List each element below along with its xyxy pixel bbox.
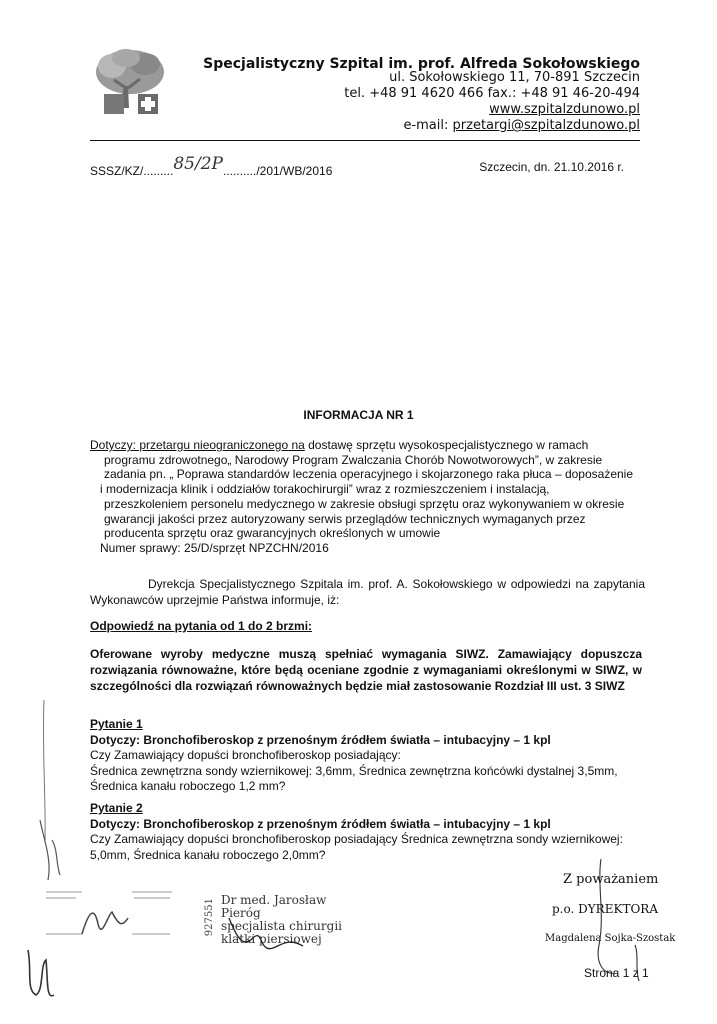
- reference-dots: .........: [143, 164, 174, 178]
- doctor-signature: [223, 898, 343, 958]
- signatory-role: p.o. DYREKTORA: [552, 902, 658, 916]
- closing-greeting: Z poważaniem: [563, 872, 659, 887]
- reference-dots: ..........: [222, 164, 257, 178]
- subject-text: dostawę sprzętu wysokospecjalistycznego w ramach: [304, 438, 589, 452]
- page-number: Strona 1 z 1: [584, 966, 649, 980]
- answer-body: Oferowane wyroby medyczne muszą spełniać wymagania SIWZ. Zamawiający dopuszcza rozwiązania równoważne, które będą oceniane zgodnie z wymaganiami określonymi w SIWZ, w szczególności dla rozwiązań równoważnych będzie miał zastosowanie Rozdział III ust. 3 SIWZ: [90, 647, 642, 693]
- question-heading: Pytanie 1: [90, 717, 143, 731]
- header-divider: [90, 140, 640, 141]
- subject-block: [90, 438, 650, 556]
- question-text: Średnica zewnętrzna sondy wziernikowej: 3,6mm, Średnica zewnętrzna końcówki dystalnej 3,5mm,: [90, 763, 618, 778]
- stamp-specialty-detail: klatki piersiowej: [221, 932, 322, 946]
- reference-number: [90, 154, 333, 180]
- reference-prefix: SSSZ/KZ/: [90, 164, 144, 178]
- reference-handwritten: 85/2P: [173, 154, 223, 174]
- case-number: Numer sprawy: 25/D/sprzęt NPZCHN/2016: [100, 540, 329, 555]
- subject-text: programu zdrowotnego„ Narodowy Program Zwalczania Chorób Nowotworowych”, w zakresie: [104, 452, 603, 467]
- question-block: [90, 801, 650, 863]
- hospital-phone: tel. +48 91 4620 466 fax.: +48 91 46-20-494: [344, 86, 640, 101]
- tree-cross-icon: [90, 46, 174, 118]
- stamp-specialty: specjalista chirurgii: [221, 919, 343, 933]
- hospital-website-link[interactable]: www.szpitalzdunowo.pl: [489, 102, 640, 117]
- subject-text: producenta sprzętu oraz gwarancyjnych określonych w umowie: [104, 526, 441, 541]
- subject-line: [90, 438, 650, 453]
- hospital-address: ul. Sokołowskiego 11, 70-891 Szczecin: [389, 70, 640, 85]
- question-text: 5,0mm, Średnica kanału roboczego 2,0mm?: [90, 847, 326, 862]
- subject-label: Dotyczy: przetargu nieograniczonego na: [90, 438, 305, 452]
- hospital-name: Specjalistyczny Szpital im. prof. Alfreda Sokołowskiego: [203, 56, 640, 72]
- email-prefix: e-mail:: [403, 118, 449, 133]
- stamp-id: 927551: [204, 898, 215, 937]
- stamp-name: Dr med. Jarosław Pieróg: [221, 893, 327, 920]
- question-text: Czy Zamawiający dopuści bronchofiberoskop posiadający:: [90, 748, 401, 762]
- question-subject: Dotyczy: Bronchofiberoskop z przenośnym źródłem światła – intubacyjny – 1 kpl: [90, 816, 551, 831]
- hospital-logo: [90, 46, 174, 118]
- question-text: Średnica kanału roboczego 1,2 mm?: [90, 779, 286, 793]
- question-subject: Dotyczy: Bronchofiberoskop z przenośnym źródłem światła – intubacyjny – 1 kpl: [90, 732, 551, 747]
- answer-heading: Odpowiedź na pytania od 1 do 2 brzmi:: [90, 619, 313, 633]
- question-heading: Pytanie 2: [90, 801, 143, 815]
- subject-text: przeszkoleniem personelu medycznego w zakresie obsługi sprzętu oraz wykonywaniem w okresie: [104, 496, 625, 511]
- intro-paragraph: Dyrekcja Specjalistycznego Szpitala im. prof. A. Sokołowskiego w odpowiedzi na zapytania Wykonawców uprzejmie Państwa informuje, iż:: [90, 577, 645, 607]
- hospital-email-link[interactable]: przetargi@szpitalzdunowo.pl: [452, 118, 640, 133]
- document-date: Szczecin, dn. 21.10.2016 r.: [479, 160, 624, 174]
- margin-initials-signature: [22, 690, 82, 1010]
- doctor-stamp: [203, 894, 363, 962]
- faded-stamp-graphic: [42, 884, 177, 944]
- document-title: INFORMACJA NR 1: [303, 408, 414, 422]
- signatory-name: Magdalena Sojka-Szostak: [545, 933, 676, 944]
- subject-text: i modernizacja klinik i oddziałów torakochirurgii” wraz z rozmieszczeniem i instalacją,: [100, 482, 550, 497]
- question-block: [90, 717, 650, 795]
- subject-text: gwarancji jakości przez autoryzowany serwis przeglądów technicznych wymaganych przez: [104, 511, 586, 526]
- hospital-email-line: [403, 118, 640, 135]
- reference-suffix: /201/WB/2016: [256, 164, 333, 178]
- faded-stamp: [42, 884, 177, 944]
- subject-text: zadania pn. „ Poprawa standardów leczenia operacyjnego i skojarzonego raka płuca – doposażenie: [104, 467, 634, 482]
- question-text: Czy Zamawiający dopuści bronchofiberoskop posiadający Średnica zewnętrzna sondy wziernikowej:: [90, 832, 623, 846]
